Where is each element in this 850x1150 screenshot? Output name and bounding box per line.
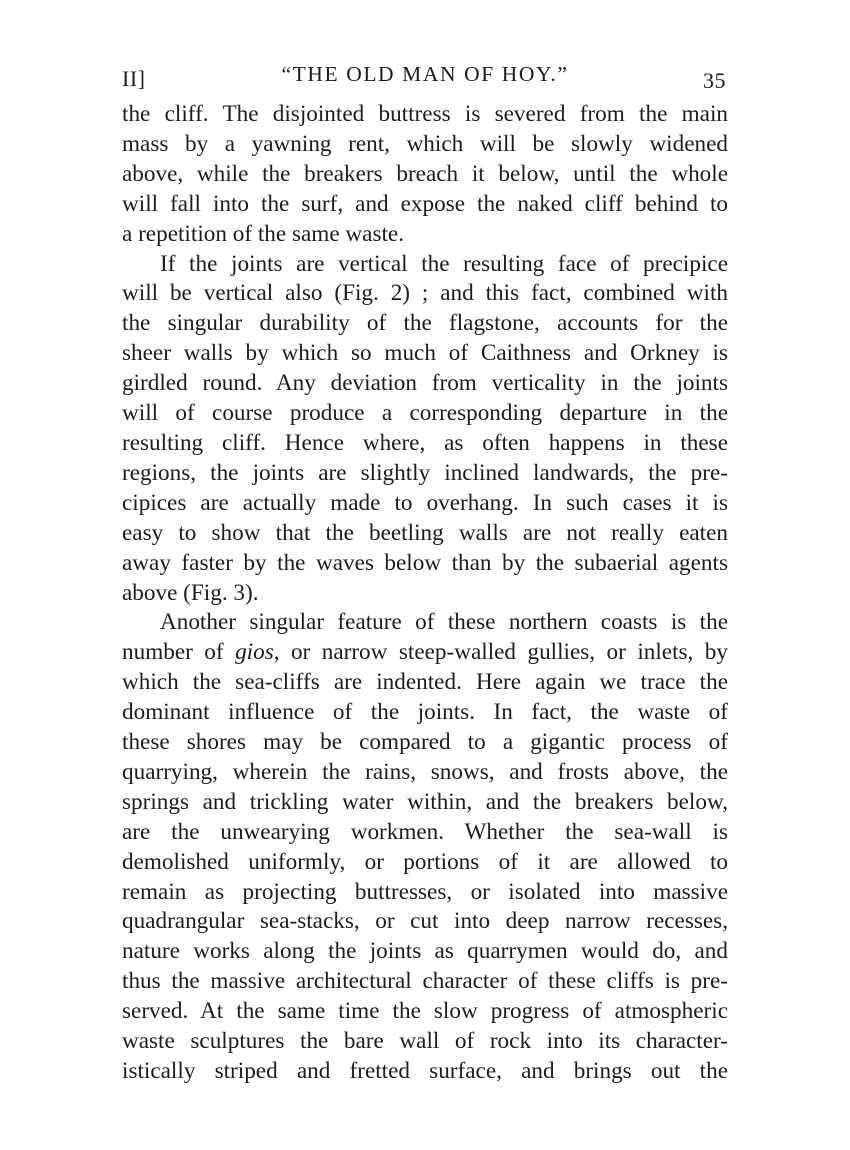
text-line: these shores may be compared to a gigantic process of bbox=[122, 729, 728, 756]
text-line: easy to show that the beetling walls are not really eaten bbox=[122, 519, 728, 546]
page-number: 35 bbox=[703, 68, 726, 93]
text-line: thus the massive architectural character of these cliffs is pre- bbox=[122, 968, 728, 995]
text-line: the cliff. The disjointed buttress is severed from the main bbox=[122, 101, 728, 127]
text-line: quarrying, wherein the rains, snows, and frosts above, the bbox=[122, 758, 728, 785]
paragraph-1 bbox=[122, 100, 728, 250]
text-line: Another singular feature of these northern coasts is the bbox=[160, 609, 728, 636]
text-fragment: number of bbox=[122, 639, 236, 666]
text-line: nature works along the joints as quarrymen would do, and bbox=[122, 938, 728, 965]
text-line: demolished uniformly, or portions of it are allowed to bbox=[122, 848, 728, 875]
text-line: istically striped and fretted surface, and brings out the bbox=[122, 1058, 728, 1084]
text-line: will fall into the surf, and expose the naked cliff behind to bbox=[122, 190, 728, 217]
chapter-number: II] bbox=[122, 66, 146, 91]
paragraph-2 bbox=[122, 250, 728, 609]
text-line: remain as projecting buttresses, or isolated into massive bbox=[122, 878, 728, 905]
text-line: which the sea-cliffs are indented. Here again we trace the bbox=[122, 669, 728, 696]
text-line: a repetition of the same waste. bbox=[122, 220, 405, 247]
text-line: are the unwearying workmen. Whether the sea-wall is bbox=[122, 818, 728, 845]
text-line: above (Fig. 3). bbox=[122, 579, 259, 606]
text-line: springs and trickling water within, and the breakers below, bbox=[122, 788, 728, 815]
body-text bbox=[122, 100, 728, 1087]
text-line: If the joints are vertical the resulting face of precipice bbox=[160, 250, 728, 277]
text-line: girdled round. Any deviation from verticality in the joints bbox=[122, 370, 728, 397]
text-fragment: , or narrow steep-walled gullies, or inlets, by bbox=[273, 639, 728, 666]
text-line: regions, the joints are slightly inclined landwards, the pre- bbox=[122, 459, 728, 486]
text-line: quadrangular sea-stacks, or cut into deep narrow recesses, bbox=[122, 908, 728, 935]
text-line: cipices are actually made to overhang. In such cases it is bbox=[122, 489, 728, 516]
book-page bbox=[122, 58, 728, 1087]
text-line: sheer walls by which so much of Caithness and Orkney is bbox=[122, 340, 728, 367]
text-line: dominant influence of the joints. In fact, the waste of bbox=[122, 699, 728, 726]
text-line: will be vertical also (Fig. 2) ; and this fact, combined with bbox=[122, 280, 728, 307]
text-line: the singular durability of the flagstone, accounts for the bbox=[122, 310, 728, 337]
text-line: mass by a yawning rent, which will be slowly widened bbox=[122, 130, 728, 157]
paragraph-3 bbox=[122, 608, 728, 1087]
text-line: resulting cliff. Hence where, as often happens in these bbox=[122, 429, 728, 456]
italic-term: gios bbox=[235, 639, 274, 666]
text-line: away faster by the waves below than by the subaerial agents bbox=[122, 549, 728, 576]
text-line: served. At the same time the slow progress of atmospheric bbox=[122, 998, 728, 1025]
text-line: waste sculptures the bare wall of rock into its character- bbox=[122, 1028, 728, 1055]
running-title: “THE OLD MAN OF HOY.” bbox=[281, 62, 569, 86]
running-head bbox=[122, 58, 728, 98]
text-line bbox=[122, 638, 728, 668]
text-line: will of course produce a corresponding departure in the bbox=[122, 400, 728, 427]
text-line: above, while the breakers breach it below, until the whole bbox=[122, 160, 728, 187]
